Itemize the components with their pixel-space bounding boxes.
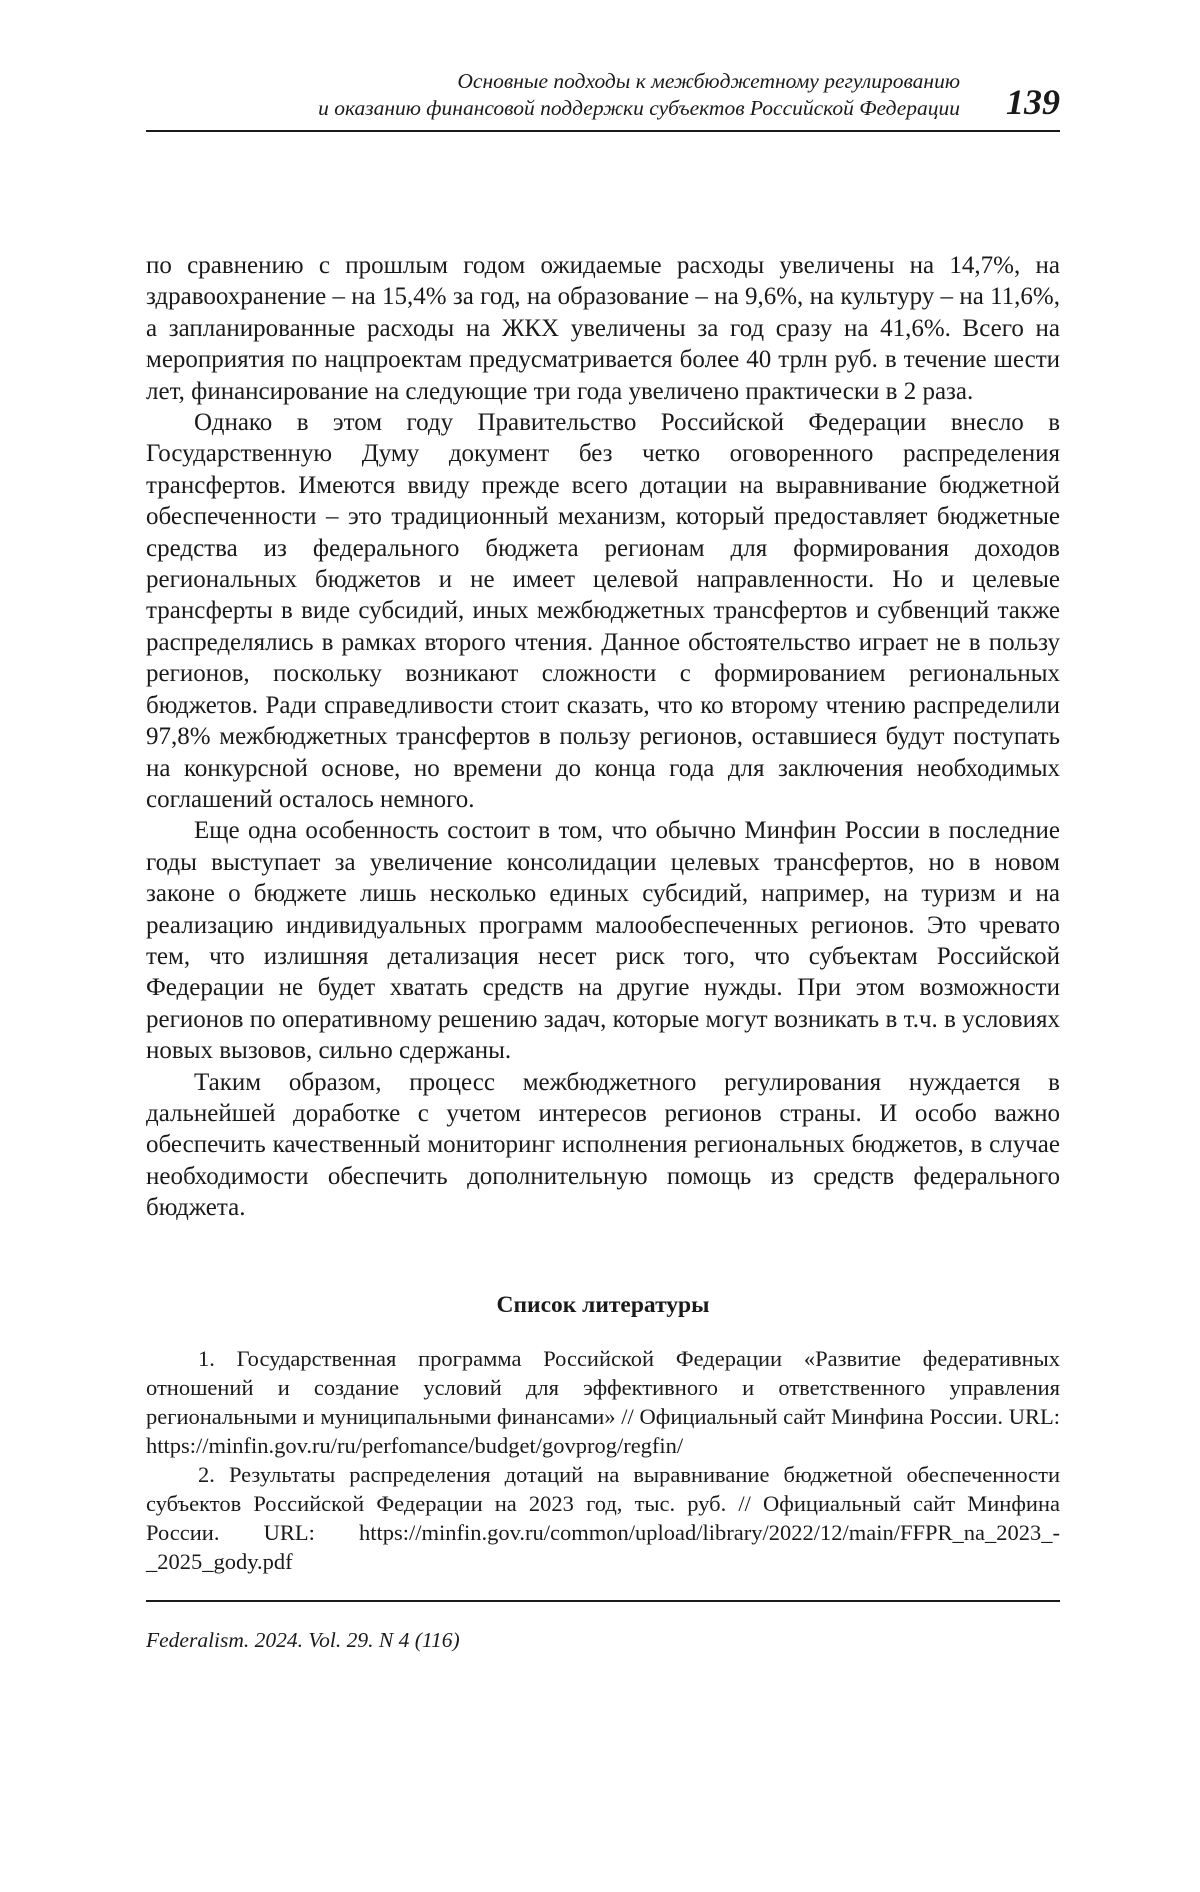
reference-item: 1. Государственная программа Российской Федерации «Развитие федеративных отношений и создание условий для эффективного и ответственного управления региональными и муниципальными финансами» // Официальный сайт Минфина России. URL: https://minfin.gov.ru/ru/perfomance/budget/govprog/regfin/	[146, 1345, 1060, 1458]
body-paragraph: Однако в этом году Правительство Российской Федерации внесло в Государственную Думу документ без четко оговоренного распределения трансфертов. Имеются ввиду прежде всего дотации на выравнивание бюджетной обеспеченности – это традиционный механизм, который предоставляет бюджетные средства из федерального бюджета регионам для формирования доходов региональных бюджетов и не имеет целевой направленности. Но и целевые трансферты в виде субсидий, иных межбюджетных трансфертов и субвенций также распределялись в рамках второго чтения. Данное обстоятельство играет не в пользу регионов, поскольку возникают сложности с формированием региональных бюджетов. Ради справедливости стоит сказать, что ко второму чтению распределили 97,8% межбюджетных трансфертов в пользу регионов, оставшиеся будут поступать на конкурсной основе, но времени до конца года для заключения необходимых соглашений осталось немного.	[146, 409, 1060, 813]
body-paragraph: по сравнению с прошлым годом ожидаемые расходы увеличены на 14,7%, на здравоохранение – на 15,4% за год, на образование – на 9,6%, на культуру – на 11,6%, а запланированные расходы на ЖКХ увеличены за год сразу на 41,6%. Всего на мероприятия по нацпроектам предусматривается более 40 трлн руб. в течение шести лет, финансирование на следующие три года увеличено практически в 2 раза.	[146, 252, 1060, 405]
running-header-title	[318, 68, 960, 122]
body-paragraph: Таким образом, процесс межбюджетного регулирования нуждается в дальнейшей доработке с учетом интересов регионов страны. И особо важно обеспечить качественный мониторинг исполнения региональных бюджетов, в случае необходимости обеспечить дополнительную помощь из средств федерального бюджета.	[146, 1068, 1060, 1222]
running-header	[146, 62, 1060, 132]
reference-item: 2. Результаты распределения дотаций на выравнивание бюджетной обеспеченности субъектов Российской Федерации на 2023 год, тыс. руб. // Официальный сайт Минфина России. URL: https://minfin.gov.ru/common/upload/library/2022/12/main/FFPR_na_2023_-_2025_gody.pdf	[146, 1461, 1060, 1574]
body-text	[146, 250, 1060, 1224]
references-heading: Список литературы	[496, 1291, 710, 1318]
body-paragraph: Еще одна особенность состоит в том, что обычно Минфин России в последние годы выступает за увеличение консолидации целевых трансфертов, но в новом законе о бюджете лишь несколько единых субсидий, например, на туризм и на реализацию индивидуальных программ малообеспеченных регионов. Это чревато тем, что излишняя детализация несет риск того, что субъектам Российской Федерации не будет хватать средств на другие нужды. При этом возможности регионов по оперативному решению задач, которые могут возникать в т.ч. в условиях новых вызовов, сильно сдержаны.	[146, 817, 1060, 1065]
running-header-title-line1: Основные подходы к межбюджетному регулированию	[457, 69, 960, 93]
references-list	[146, 1344, 1060, 1576]
footer-citation: Federalism. 2024. Vol. 29. N 4 (116)	[146, 1627, 460, 1652]
footer-rule	[146, 1600, 1060, 1602]
page-number: 139	[1006, 82, 1060, 122]
page	[146, 62, 1060, 1654]
running-header-title-line2: и оказанию финансовой поддержки субъектов Российской Федерации	[318, 96, 960, 120]
